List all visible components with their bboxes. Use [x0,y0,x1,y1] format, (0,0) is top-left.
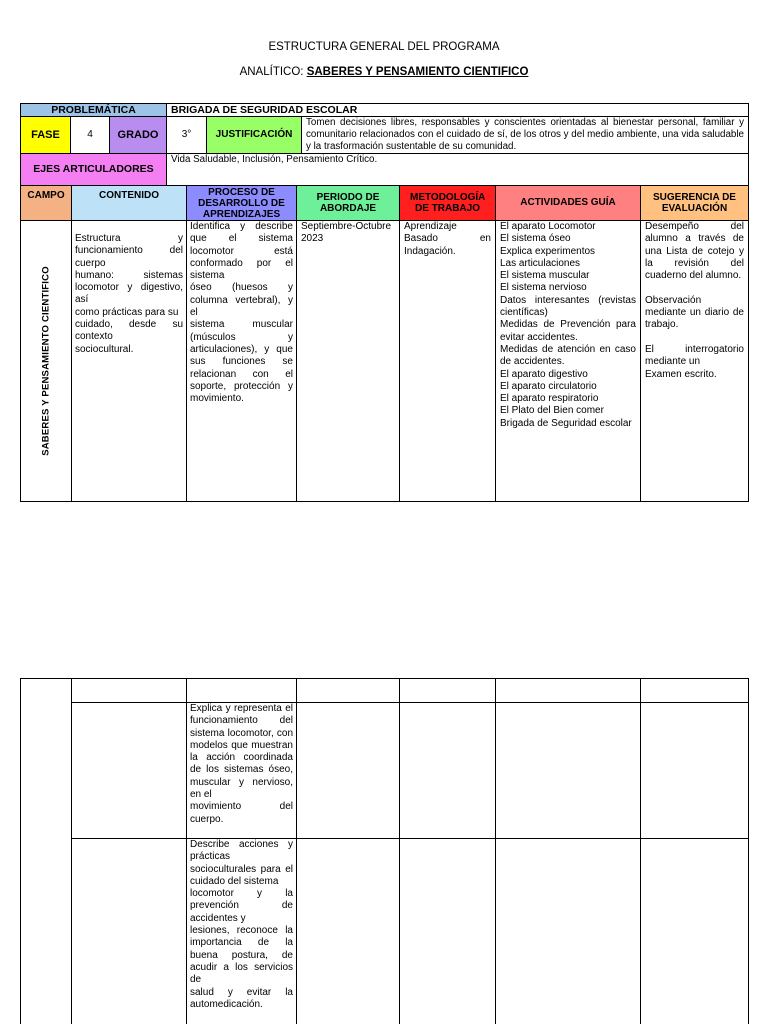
contenido-cell [71,220,187,502]
fase-value: 4 [70,116,110,154]
p2-rowA-proceso [186,702,297,839]
campo-vertical-text: SABERES Y PENSAMIENTO CIENTIFICO [40,266,52,456]
actividades-text: El aparato Locomotor El sistema óseo Explica experimentos Las articulaciones El sistema muscular El sistema nervioso Datos interesantes (revistas científicas) Medidas de Prevención para evitar accidentes. Medidas de atención en caso de accidentes. El aparato digestivo El aparato circulatorio El aparato respiratorio El Plato del Bien comer Brigada de Seguridad escolar [500,221,636,429]
sugerencia-cell [640,220,749,502]
grado-label: GRADO [109,116,167,154]
col-header-actividades: ACTIVIDADES GUÍA [495,185,641,221]
p2-empty-periodo [296,678,400,703]
document-title: ESTRUCTURA GENERAL DEL PROGRAMA [268,41,500,53]
fase-label: FASE [20,116,71,154]
p2-rowA-contenido [71,702,187,839]
proceso-text: Identifica y describe que el sistema locomotor está conformado por el sistema óseo (huesos y columna vertebral), y el sistema muscular (músculos y articulaciones), y que sus funciones se relacionan con el soporte, protección y movimiento. [190,221,293,405]
p2-rowB-actividades [495,838,641,1024]
p2-rowB-sugerencia [640,838,749,1024]
document-subtitle [0,66,768,78]
ejes-label: EJES ARTICULADORES [20,153,167,186]
periodo-text: Septiembre-Octubre 2023 [301,221,392,245]
proceso-cell [186,220,297,502]
subtitle-prefix: ANALÍTICO: [239,66,307,78]
col-header-metodologia: METODOLOGÍA DE TRABAJO [399,185,496,221]
periodo-cell [296,220,400,502]
p2-rowA-periodo [296,702,400,839]
subject-name: SABERES Y PENSAMIENTO CIENTIFICO [306,66,529,78]
p2-rowA-sugerencia [640,702,749,839]
problematica-label: PROBLEMÁTICA [20,103,167,117]
p2-empty-metodologia [399,678,496,703]
justificacion-label: JUSTIFICACIÓN [206,116,302,154]
p2-empty-proceso [186,678,297,703]
p2-rowA-metodologia [399,702,496,839]
justificacion-text: Tomen decisiones libres, responsables y conscientes orientadas al bienestar personal, familiar y comunitario relacionados con el cuidado de sí, de los otros y del medio ambiente, una vida saludable y la trasformación sustentable de su comunidad. [301,116,749,154]
col-header-proceso: PROCESO DE DESARROLLO DE APRENDIZAJES [186,185,297,221]
actividades-cell [495,220,641,502]
p2-empty-contenido [71,678,187,703]
p2-rowB-contenido [71,838,187,1024]
p2-proceso-text-2: Describe acciones y prácticas socioculturales para el cuidado del sistema locomotor y la prevención de accidentes y lesiones, reconoce la importancia de la buena postura, de acudir a los servicios de salud y evitar la automedicación. [190,839,293,1010]
sugerencia-text: Desempeño del alumno a través de una Lista de cotejo y la revisión del cuaderno del alumno. Observación mediante un diario de trabajo. El interrogatorio mediante un Examen escrito. [645,221,744,380]
p2-proceso-text-1: Explica y representa el funcionamiento del sistema locomotor, con modelos que muestran la acción coordinada de los sistemas óseo, muscular y nervioso, en el movimiento del cuerpo. [190,703,293,825]
problematica-value: BRIGADA DE SEGURIDAD ESCOLAR [166,103,749,117]
p2-rowB-proceso [186,838,297,1024]
col-header-campo: CAMPO [20,185,72,221]
p2-rowA-actividades [495,702,641,839]
col-header-contenido: CONTENIDO [71,185,187,221]
p2-empty-sugerencia [640,678,749,703]
metodologia-cell [399,220,496,502]
ejes-value: Vida Saludable, Inclusión, Pensamiento Crítico. [166,153,749,186]
p2-empty-actividades [495,678,641,703]
grado-value: 3° [166,116,207,154]
p2-campo-cell [20,678,72,1024]
p2-rowB-metodologia [399,838,496,1024]
contenido-text: Estructura y funcionamiento del cuerpo humano: sistemas locomotor y digestivo, así como prácticas para su cuidado, desde su contexto sociocultural. [75,233,183,355]
campo-cell [20,220,72,502]
col-header-sugerencia: SUGERENCIA DE EVALUACIÓN [640,185,749,221]
metodologia-text: Aprendizaje Basado en Indagación. [404,221,491,257]
col-header-periodo: PERIODO DE ABORDAJE [296,185,400,221]
p2-rowB-periodo [296,838,400,1024]
